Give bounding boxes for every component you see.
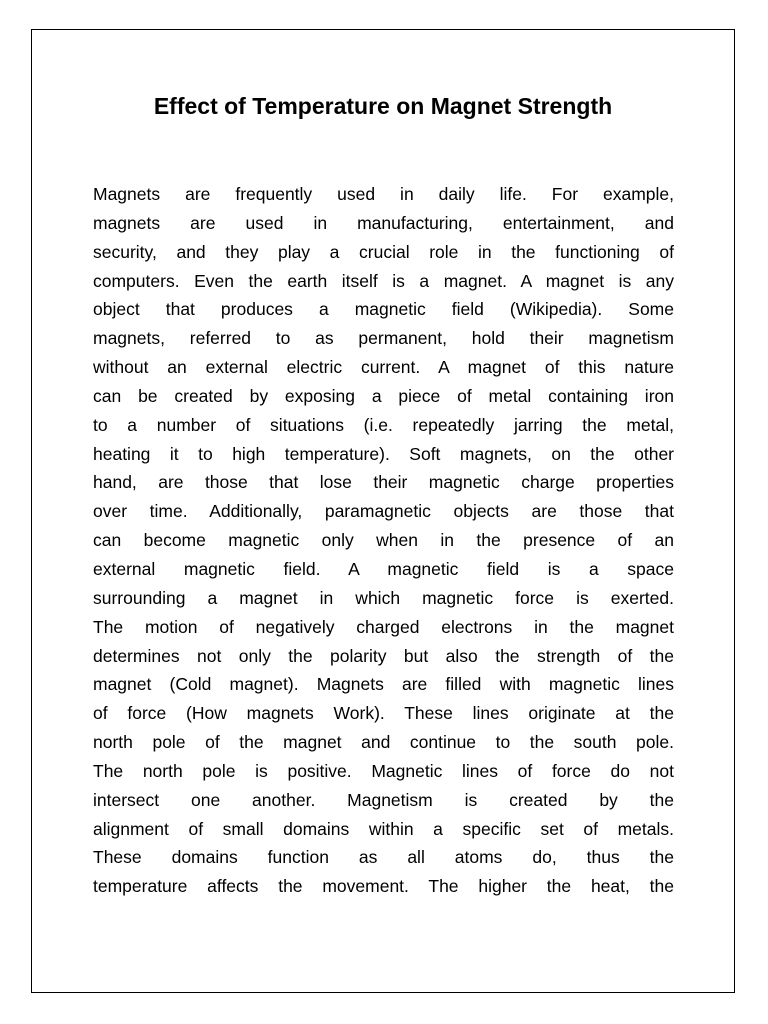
text-line: determines not only the polarity but also the strength of the [93, 645, 674, 666]
text-line: The north pole is positive. Magnetic lines of force do not [93, 760, 674, 781]
body-paragraph [93, 180, 674, 901]
text-line: external magnetic field. A magnetic field is a space [93, 558, 674, 579]
text-line: surrounding a magnet in which magnetic force is exerted. [93, 587, 674, 608]
text-line: magnets, referred to as permanent, hold their magnetism [93, 328, 674, 349]
text-line: without an external electric current. A magnet of this nature [93, 357, 674, 378]
text-line: These domains function as all atoms do, thus the [93, 847, 674, 868]
text-line: over time. Additionally, paramagnetic objects are those that [93, 501, 674, 522]
text-line: temperature affects the movement. The higher the heat, the [93, 876, 674, 897]
text-line: heating it to high temperature). Soft magnets, on the other [93, 443, 674, 464]
text-line: to a number of situations (i.e. repeatedly jarring the metal, [93, 414, 674, 435]
text-line: magnet (Cold magnet). Magnets are filled with magnetic lines [93, 674, 674, 695]
text-line: The motion of negatively charged electrons in the magnet [93, 616, 674, 637]
text-line: Magnets are frequently used in daily life. For example, [93, 184, 674, 204]
text-line: alignment of small domains within a specific set of metals. [93, 818, 674, 839]
text-line: of force (How magnets Work). These lines originate at the [93, 703, 674, 724]
text-line: hand, are those that lose their magnetic charge properties [93, 472, 674, 493]
text-line: object that produces a magnetic field (Wikipedia). Some [93, 299, 674, 320]
text-line: security, and they play a crucial role in the functioning of [93, 241, 674, 262]
document-title: Effect of Temperature on Magnet Strength [153, 93, 613, 119]
text-line: can become magnetic only when in the presence of an [93, 530, 674, 551]
text-line: computers. Even the earth itself is a magnet. A magnet is any [93, 270, 674, 291]
text-line: intersect one another. Magnetism is created by the [93, 789, 674, 810]
text-line: magnets are used in manufacturing, entertainment, and [93, 212, 674, 233]
text-line: can be created by exposing a piece of metal containing iron [93, 385, 674, 406]
text-line: north pole of the magnet and continue to the south pole. [93, 732, 674, 753]
